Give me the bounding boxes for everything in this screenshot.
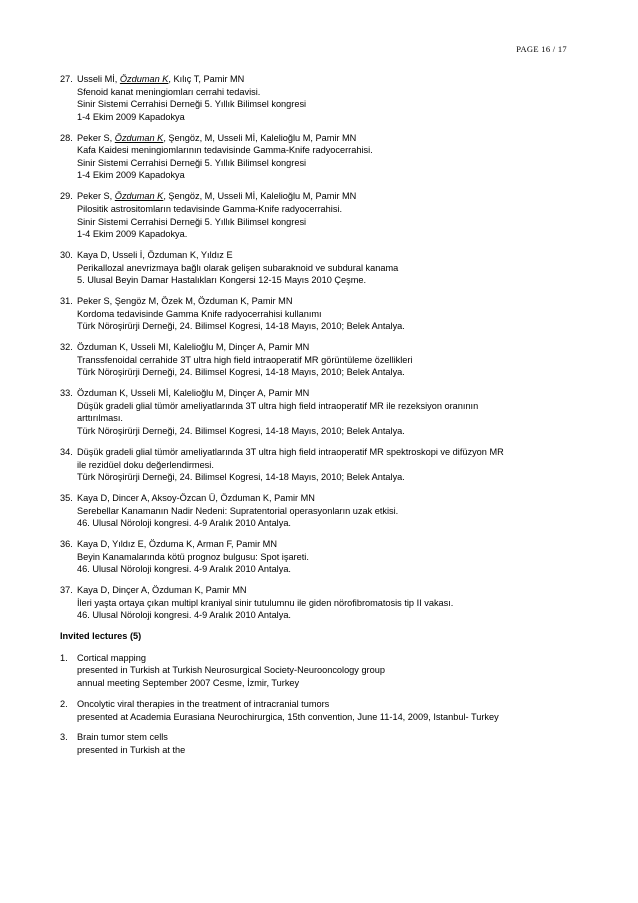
lecture-line: presented at Academia Eurasiana Neurochirurgica, 15th convention, June 11-14, 2009, Istanbul- Turkey xyxy=(77,711,499,722)
entry-body xyxy=(77,249,580,287)
entry-line: Türk Nöroşirürji Derneği, 24. Bilimsel Kogresi, 14-18 Mayıs, 2010; Belek Antalya. xyxy=(77,367,405,378)
lecture-title: Oncolytic viral therapies in the treatment of intracranial tumors xyxy=(77,698,330,709)
entry-line: Beyin Kanamalarında kötü prognoz bulgusu: Spot işareti. xyxy=(77,551,309,562)
entry-number: 35. xyxy=(60,493,73,503)
abstract-entry xyxy=(60,190,580,240)
abstract-entry xyxy=(60,492,580,530)
lecture-line: presented in Turkish at the xyxy=(77,744,186,755)
abstract-entry xyxy=(60,538,580,576)
entry-line: 46. Ulusal Nöroloji kongresi. 4-9 Aralık 2010 Antalya. xyxy=(77,518,291,529)
authors-text: , Kılıç T, Pamir MN xyxy=(168,74,245,84)
authors-text: Usseli Mİ, xyxy=(77,74,120,84)
entry-body xyxy=(77,132,580,182)
entry-authors xyxy=(77,538,580,551)
invited-lecture-item xyxy=(60,731,580,756)
authors-text: Düşük gradeli glial tümör ameliyatlarında 3T ultra high field intraoperatif MR spektroskopi ve difüzyon MR xyxy=(77,446,504,457)
lecture-title: Cortical mapping xyxy=(77,652,146,663)
authors-text: , Şengöz, M, Usseli Mİ, Kalelioğlu M, Pamir MN xyxy=(163,191,357,202)
entry-line: ile rezidüel doku değerlendirmesi. xyxy=(77,459,214,470)
entry-line: Sinir Sistemi Cerrahisi Derneği 5. Yıllık Bilimsel kongresi xyxy=(77,216,307,227)
entry-number: 32. xyxy=(60,342,73,353)
lecture-body xyxy=(77,698,580,723)
entry-number: 33. xyxy=(60,388,73,399)
entry-number: 34. xyxy=(60,446,73,457)
entry-line: Perikallozal anevrizmaya bağlı olarak gelişen subaraknoid ve subdural kanama xyxy=(77,262,399,273)
entry-authors xyxy=(77,341,580,354)
entry-line: 5. Ulusal Beyin Damar Hastalıkları Kongersi 12-15 Mayıs 2010 Çeşme. xyxy=(77,275,367,286)
authors-text: Özduman K, Usseli MI, Kalelioğlu M, Dinçer A, Pamir MN xyxy=(77,342,310,353)
entry-line: Sinir Sistemi Cerrahisi Derneği 5. Yıllık Bilimsel kongresi xyxy=(77,157,307,168)
entry-line: Türk Nöroşirürji Derneği, 24. Bilimsel Kogresi, 14-18 Mayıs, 2010; Belek Antalya. xyxy=(77,426,405,437)
entry-body xyxy=(77,73,580,123)
invited-lecture-list xyxy=(60,652,580,757)
abstract-entry xyxy=(60,73,580,123)
entry-number: 28. xyxy=(60,132,73,143)
entry-line: Türk Nöroşirürji Derneği, 24. Bilimsel Kogresi, 14-18 Mayıs, 2010; Belek Antalya. xyxy=(77,472,405,483)
entry-line: Düşük gradeli glial tümör ameliyatlarında 3T ultra high field intraoperatif MR ile rezeksiyon oranının xyxy=(77,400,479,411)
lecture-line: annual meeting September 2007 Cesme, İzmir, Turkey xyxy=(77,678,300,689)
invited-lecture-item xyxy=(60,698,580,723)
entry-number: 30. xyxy=(60,250,73,261)
authors-text: Kaya D, Yıldız E, Özduma K, Arman F, Pamir MN xyxy=(77,539,277,550)
entry-body xyxy=(77,387,580,437)
entry-authors xyxy=(77,249,580,262)
entry-body xyxy=(77,492,580,530)
entry-line: İleri yaşta ortaya çıkan multipl kraniyal sinir tutulumnu ile giden nörofibromatosis tip II vakası. xyxy=(77,597,454,608)
entry-authors xyxy=(77,132,580,145)
entry-number: 27. xyxy=(60,74,73,84)
entry-body xyxy=(77,446,580,484)
entry-body xyxy=(77,584,580,622)
authors-text: Peker S, xyxy=(77,191,115,202)
page-number: PAGE 16 / 17 xyxy=(516,44,567,54)
highlighted-author: Özduman K xyxy=(114,132,164,143)
entry-authors xyxy=(77,190,580,203)
abstract-entry xyxy=(60,446,580,484)
abstract-entry xyxy=(60,295,580,333)
invited-lecture-item xyxy=(60,652,580,690)
entry-line: Sinir Sistemi Cerrahisi Derneği 5. Yıllık Bilimsel kongresi xyxy=(77,99,307,110)
entry-line: Kafa Kaidesi meningiomlarının tedavisinde Gamma-Knife radyocerrahisi. xyxy=(77,145,373,156)
highlighted-author: Özduman K xyxy=(114,191,164,202)
entry-line: arttırılması. xyxy=(77,413,123,424)
authors-text: Kaya D, Usseli İ, Özduman K, Yıldız E xyxy=(77,250,233,261)
entry-line: 46. Ulusal Nöroloji kongresi. 4-9 Aralık 2010 Antalya. xyxy=(77,564,291,575)
entry-line: 1-4 Ekim 2009 Kapadokya xyxy=(77,111,185,122)
authors-text: Peker S, xyxy=(77,132,115,143)
entry-body xyxy=(77,190,580,240)
lecture-number: 1. xyxy=(60,652,68,663)
entry-line: 46. Ulusal Nöroloji kongresi. 4-9 Aralık 2010 Antalya. xyxy=(77,610,291,621)
lecture-number: 3. xyxy=(60,732,68,743)
entry-number: 37. xyxy=(60,585,73,596)
lecture-line: presented in Turkish at Turkish Neurosurgical Society-Neurooncology group xyxy=(77,665,385,676)
lecture-body xyxy=(77,731,580,756)
authors-text: Kaya D, Dincer A, Aksoy-Özcan Ü, Özduman K, Pamir MN xyxy=(77,493,315,503)
entry-number: 36. xyxy=(60,539,73,550)
authors-text: Özduman K, Usseli Mİ, Kalelioğlu M, Dinçer A, Pamir MN xyxy=(77,388,310,399)
entry-line: 1-4 Ekim 2009 Kapadokya xyxy=(77,170,185,181)
authors-text: , Şengöz, M, Usseli Mİ, Kalelioğlu M, Pamir MN xyxy=(163,132,357,143)
abstract-entry xyxy=(60,387,580,437)
entry-line: Türk Nöroşirürji Derneği, 24. Bilimsel Kogresi, 14-18 Mayıs, 2010; Belek Antalya. xyxy=(77,321,405,332)
entry-line: Pilositik astrositomların tedavisinde Gamma-Knife radyocerrahisi. xyxy=(77,203,343,214)
entry-number: 31. xyxy=(60,296,73,307)
entry-authors xyxy=(77,295,580,308)
lecture-body xyxy=(77,652,580,690)
entry-authors xyxy=(77,492,580,505)
invited-lectures-heading: Invited lectures (5) xyxy=(60,631,142,642)
entry-authors xyxy=(77,387,580,400)
entry-line: 1-4 Ekim 2009 Kapadokya. xyxy=(77,229,188,240)
lecture-number: 2. xyxy=(60,698,68,709)
entry-body xyxy=(77,295,580,333)
authors-text: Kaya D, Dinçer A, Özduman K, Pamir MN xyxy=(77,585,247,596)
authors-text: Peker S, Şengöz M, Özek M, Özduman K, Pamir MN xyxy=(77,296,293,307)
entry-line: Transsfenoidal cerrahide 3T ultra high field intraoperatif MR görüntüleme özellikleri xyxy=(77,354,413,365)
entry-authors xyxy=(77,73,580,86)
lecture-title: Brain tumor stem cells xyxy=(77,732,168,743)
highlighted-author: Özduman K xyxy=(119,74,169,84)
document-content xyxy=(60,73,580,765)
abstract-entry xyxy=(60,341,580,379)
entry-number: 29. xyxy=(60,191,73,202)
entry-line: Kordoma tedavisinde Gamma Knife radyocerrahisi kullanımı xyxy=(77,308,322,319)
entry-body xyxy=(77,341,580,379)
abstract-entry xyxy=(60,584,580,622)
abstract-entry xyxy=(60,132,580,182)
abstract-entry xyxy=(60,249,580,287)
entry-line: Sfenoid kanat meningiomları cerrahi tedavisi. xyxy=(77,86,261,97)
entry-line: Serebellar Kanamanın Nadir Nedeni: Supratentorial operasyonların uzak etkisi. xyxy=(77,505,399,516)
entry-authors xyxy=(77,446,580,459)
entry-authors xyxy=(77,584,580,597)
abstract-list xyxy=(60,73,580,622)
entry-body xyxy=(77,538,580,576)
